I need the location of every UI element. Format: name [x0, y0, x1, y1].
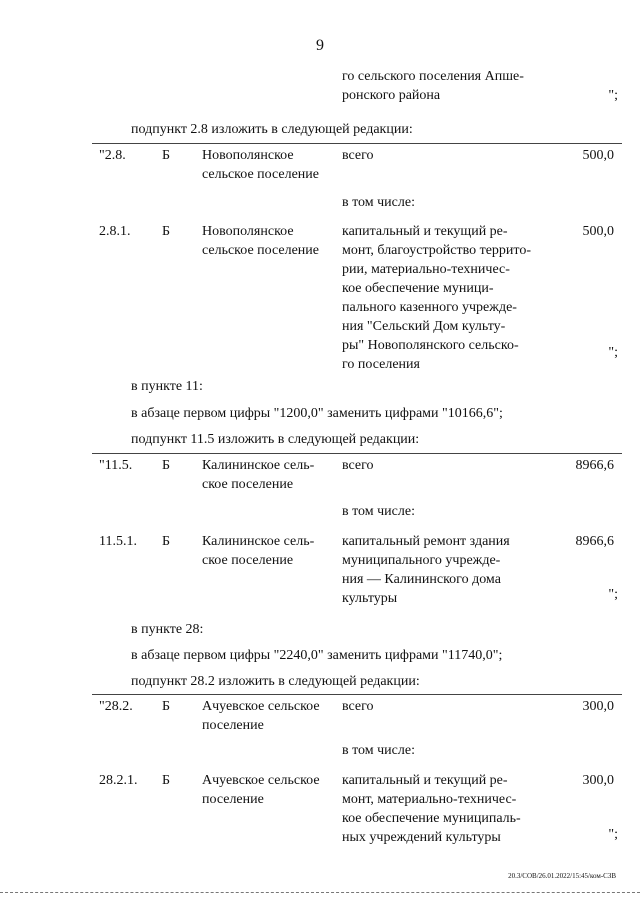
row-desc: всего: [342, 148, 374, 163]
row-desc: [342, 532, 532, 608]
document-code: 20.3/СОВ/26.01.2022/15:45/ком-СЗВ: [508, 872, 616, 880]
desc-line: кое обеспечение муниципаль-: [342, 811, 521, 826]
bottom-rule: [0, 892, 640, 893]
paragraph-28: в пункте 28:: [131, 622, 204, 637]
desc-line: ния "Сельский Дом культу-: [342, 319, 506, 334]
including-label: в том числе:: [342, 195, 415, 210]
name-line: Ачуевское сельское: [202, 773, 320, 788]
row-amount: 8966,6: [575, 534, 614, 549]
row-name: [202, 146, 332, 184]
paragraph-28-a: в абзаце первом цифры "2240,0" заменить цифрами "11740,0";: [131, 648, 503, 663]
row-desc: [342, 222, 532, 374]
name-line: Новополянское: [202, 148, 294, 163]
paragraph-11-a: в абзаце первом цифры "1200,0" заменить цифрами "10166,6";: [131, 406, 503, 421]
desc-line: капитальный ремонт здания: [342, 534, 510, 549]
row-name: [202, 771, 332, 809]
row-desc: всего: [342, 699, 374, 714]
row-type: Б: [162, 534, 171, 549]
desc-line: культуры: [342, 591, 398, 606]
desc-line: ры" Новополянского сельско-: [342, 338, 519, 353]
row-number: 2.8.1.: [99, 224, 131, 239]
name-line: поселение: [202, 792, 264, 807]
desc-line: капитальный и текущий ре-: [342, 224, 508, 239]
row-amount: 500,0: [582, 148, 614, 163]
paragraph-2-8: подпункт 2.8 изложить в следующей редакции:: [131, 122, 413, 137]
intro-text: [342, 67, 524, 105]
intro-line: ронского района: [342, 88, 441, 103]
row-type: Б: [162, 224, 171, 239]
row-amount: 8966,6: [575, 458, 614, 473]
name-line: поселение: [202, 718, 264, 733]
row-name: [202, 532, 332, 570]
name-line: Калининское сель-: [202, 534, 315, 549]
desc-line: пального казенного учрежде-: [342, 300, 517, 315]
name-line: Ачуевское сельское: [202, 699, 320, 714]
row-number: "28.2.: [99, 699, 133, 714]
row-number: "2.8.: [99, 148, 126, 163]
desc-line: муниципального учрежде-: [342, 553, 501, 568]
row-number: 11.5.1.: [99, 534, 137, 549]
name-line: сельское поселение: [202, 243, 319, 258]
including-label: в том числе:: [342, 504, 415, 519]
page-number: 9: [316, 37, 324, 54]
closing-quote: ";: [608, 345, 618, 360]
row-desc: всего: [342, 458, 374, 473]
closing-quote: ";: [608, 88, 618, 103]
desc-line: капитальный и текущий ре-: [342, 773, 508, 788]
intro-line: го сельского поселения Апше-: [342, 69, 524, 84]
row-type: Б: [162, 699, 171, 714]
rule: [92, 694, 622, 695]
row-number: "11.5.: [99, 458, 133, 473]
desc-line: кое обеспечение муници-: [342, 281, 494, 296]
row-type: Б: [162, 458, 171, 473]
row-amount: 300,0: [582, 699, 614, 714]
desc-line: рии, материально-техничес-: [342, 262, 510, 277]
row-amount: 500,0: [582, 224, 614, 239]
paragraph-11: в пункте 11:: [131, 379, 203, 394]
row-type: Б: [162, 773, 171, 788]
row-number: 28.2.1.: [99, 773, 138, 788]
desc-line: ния — Калининского дома: [342, 572, 501, 587]
paragraph-11-5: подпункт 11.5 изложить в следующей редакции:: [131, 432, 420, 447]
desc-line: ных учреждений культуры: [342, 830, 501, 845]
row-amount: 300,0: [582, 773, 614, 788]
rule: [92, 143, 622, 144]
rule: [92, 453, 622, 454]
closing-quote: ";: [608, 827, 618, 842]
desc-line: го поселения: [342, 357, 420, 372]
row-name: [202, 456, 332, 494]
desc-line: монт, благоустройство террито-: [342, 243, 532, 258]
name-line: ское поселение: [202, 477, 294, 492]
name-line: Калининское сель-: [202, 458, 315, 473]
closing-quote: ";: [608, 587, 618, 602]
desc-line: монт, материально-техничес-: [342, 792, 517, 807]
including-label: в том числе:: [342, 743, 415, 758]
row-desc: [342, 771, 532, 847]
name-line: ское поселение: [202, 553, 294, 568]
row-name: [202, 222, 332, 260]
paragraph-28-2: подпункт 28.2 изложить в следующей редакции:: [131, 674, 420, 689]
row-name: [202, 697, 332, 735]
name-line: Новополянское: [202, 224, 294, 239]
name-line: сельское поселение: [202, 167, 319, 182]
row-type: Б: [162, 148, 171, 163]
